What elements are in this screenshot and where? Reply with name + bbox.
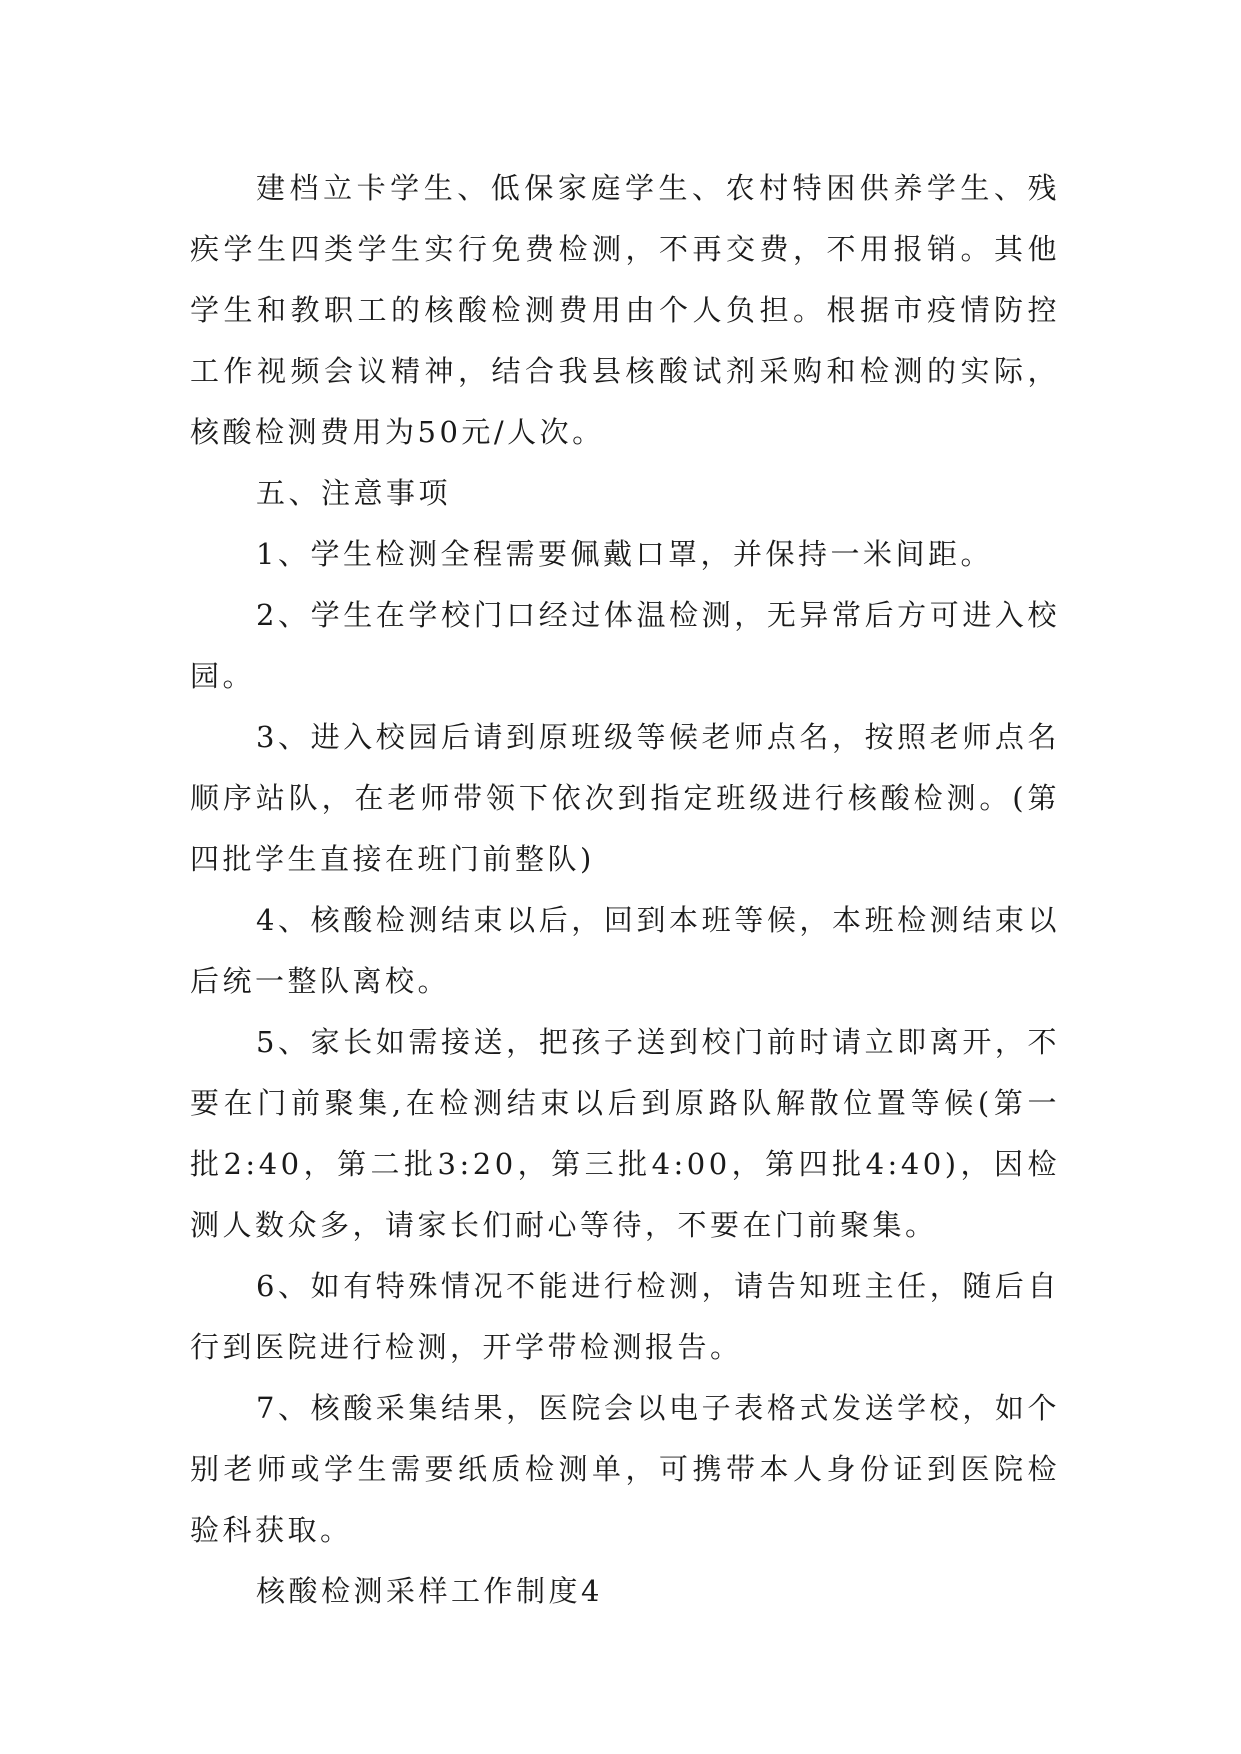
note-item-2: 2、学生在学校门口经过体温检测，无异常后方可进入校园。	[190, 598, 1060, 693]
note-item-7: 7、核酸采集结果，医院会以电子表格式发送学校，如个别老师或学生需要纸质检测单，可携带本人身份证到医院检验科获取。	[190, 1391, 1060, 1547]
note-item-3: 3、进入校园后请到原班级等候老师点名，按照老师点名顺序站队，在老师带领下依次到指定班级进行核酸检测。(第四批学生直接在班门前整队)	[190, 720, 1060, 876]
document-body	[190, 158, 1060, 1622]
note-item-5: 5、家长如需接送，把孩子送到校门前时请立即离开，不要在门前聚集,在检测结束以后到原路队解散位置等候(第一批2:40，第二批3:20，第三批4:00，第四批4:40)，因检测人数众多，请家长们耐心等待，不要在门前聚集。	[190, 1025, 1060, 1242]
note-item-4: 4、核酸检测结束以后，回到本班等候，本班检测结束以后统一整队离校。	[190, 903, 1060, 998]
note-item-1: 1、学生检测全程需要佩戴口罩，并保持一米间距。	[256, 537, 993, 571]
note-item-6: 6、如有特殊情况不能进行检测，请告知班主任，随后自行到医院进行检测，开学带检测报告。	[190, 1269, 1060, 1364]
paragraph-fee-policy: 建档立卡学生、低保家庭学生、农村特困供养学生、残疾学生四类学生实行免费检测，不再交费，不用报销。其他学生和教职工的核酸检测费用由个人负担。根据市疫情防控工作视频会议精神，结合我县核酸试剂采购和检测的实际，核酸检测费用为50元/人次。	[190, 171, 1060, 449]
section-heading-notes: 五、注意事项	[256, 476, 452, 510]
next-section-title: 核酸检测采样工作制度4	[256, 1574, 603, 1608]
